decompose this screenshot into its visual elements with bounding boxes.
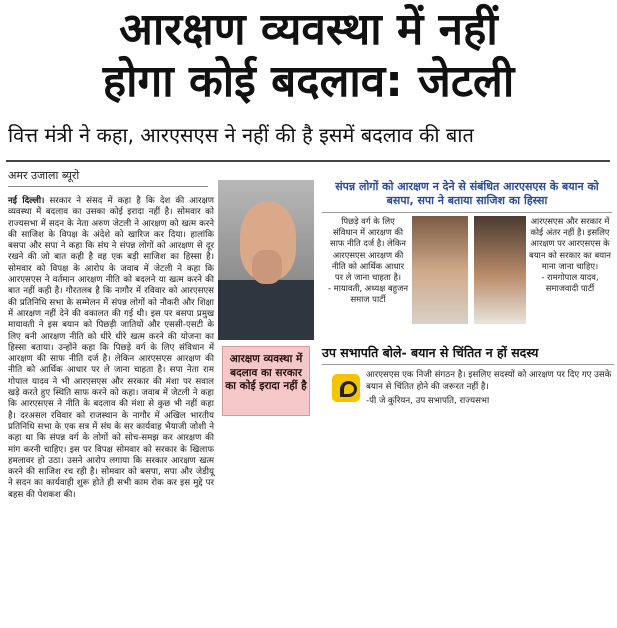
- article-body: [8, 196, 214, 501]
- headline-line-1: आरक्षण व्यवस्था में नहीं: [119, 4, 498, 55]
- jaitley-photo: [218, 180, 314, 340]
- byline: अमर उजाला ब्यूरो: [8, 169, 80, 182]
- byline-divider: [8, 186, 208, 187]
- headline: [0, 4, 617, 108]
- mayawati-attribution: - मायावती, अध्यक्ष बहुजन समाज पार्टी: [328, 283, 408, 305]
- photo-hand: [252, 250, 282, 284]
- photo-caption: आरक्षण व्यवस्था में बदलाव का सरकार का कोई इरादा नहीं है: [222, 346, 310, 416]
- ramgopal-quote: [528, 216, 612, 294]
- ramgopal-attribution: - रामगोपाल यादव, समाजवादी पार्टी: [541, 272, 599, 294]
- mayawati-photo: [412, 216, 468, 324]
- deputy-chairman-title: उप सभापति बोले- बयान से चिंतित न हों सदस्य: [322, 345, 539, 360]
- sidebar-divider: [322, 212, 612, 213]
- ramgopal-quote-text: आरएसएस और सरकार में कोई अंतर नहीं है। इसलिए आरक्षण पर आरएसएस के बयान को सरकार का बयान माना जाना चाहिए।: [529, 216, 611, 271]
- headline-line-2: होगा कोई बदलाव: जेटली: [102, 56, 515, 107]
- section-divider: [6, 160, 610, 162]
- ramgopal-photo: [474, 216, 526, 324]
- mayawati-quote: [328, 216, 408, 306]
- dateline: नई दिल्ली।: [8, 196, 45, 206]
- deputy-chairman-attribution: -पी जे कुरियन, उप सभापति, राज्यसभा: [366, 396, 490, 406]
- quote-icon: [332, 374, 360, 402]
- subheadline: वित्त मंत्री ने कहा, आरएसएस ने नहीं की है इसमें बदलाव की बात: [8, 123, 474, 147]
- mayawati-quote-text: पिछड़े वर्ग के लिए संविधान में आरक्षण की साफ नीति दर्ज है। लेकिन आरएसएस आरक्षण की नीति को आर्थिक आधार पर ले जाना चाहता है।: [330, 216, 406, 283]
- article-text: सरकार ने संसद में कहा है कि देश की आरक्षण व्यवस्था में बदलाव का उसका कोई इरादा नहीं है। सोमवार को राज्यसभा में सदन के नेता अरुण जेटली ने आरक्षण को खत्म करने की साजिश के विपक्ष के अंदेशे को खारिज कर दिया। हालांकि बसपा और सपा ने कहा कि संघ ने संपन्न लोगों को आरक्षण से दूर रखने की जो बात कही है वह एक बड़ी साजिश का हिस्सा है। सोमवार को विपक्ष के आरोप के जवाब में जेटली ने कहा कि आरएसएस ने वर्तमान आरक्षण नीति को बदलने या खत्म करने की बात नहीं कही है। गौरतलब है कि नागौर में रविवार को आरएसएस की प्रतिनिधि सभा के सम्मेलन में संपन्न लोगों को नौकरी और शिक्षा में आरक्षण नहीं देने की वकालत की गई थी। इस पर बसपा प्रमुख मायावती ने इस बयान को पिछड़ी जातियों और एससी-एसटी के लिए बनी आरक्षण नीति को धीरे धीरे खत्म करने की योजना का हिस्सा बताया। उन्होंने कहा कि पिछड़े वर्ग के लिए संविधान में आरक्षण की साफ नीति दर्ज है। लेकिन आरएसएस आरक्षण की नीति को आर्थिक आधार पर ले जाना चाहता है। सपा नेता राम गोपाल यादव ने भी आरएसएस और सरकार की मंशा पर सवाल खड़े करते हुए स्थिति साफ करने को कहा। जवाब में जेटली ने कहा कि आरएसएस ने नीति के बदलाव की मंशा से कुछ भी नहीं कहा है। दरअसल रविवार को राजस्थान के नागौर में अखिल भारतीय प्रतिनिधि सभा के एक सत्र में संघ के सर कार्यवाह भैयाजी जोशी ने कहा था कि संपन्न वर्ग के लोगों को सोच-समझ कर आरक्षण की मांग करनी चाहिए। इस पर विपक्ष सोमवार को सरकार के खिलाफ हमलावर हो उठा। उसने आरोप लगाया कि सरकार आरक्षण खत्म करने की साजिश रच रही है। सोमवार को बसपा, सपा और जेडीयू ने सदन का कार्यवाही शुरू होते ही सभी काम रोक कर इस मुद्दे पर बहस की पेशकश की।: [8, 196, 214, 500]
- deputy-chairman-quote: आरएसएस एक निजी संगठन है। इसलिए सदस्यों को आरक्षण पर दिए गए उसके बयान से चिंतित होने की जरूरत नहीं है।: [366, 370, 612, 392]
- sidebar-title: संपन्न लोगों को आरक्षण न देने से संबंधित आरएसएस के बयान को बसपा, सपा ने बताया साजिश का हिस्सा: [335, 180, 599, 207]
- section2-divider: [322, 364, 614, 365]
- photo-suit: [218, 280, 314, 340]
